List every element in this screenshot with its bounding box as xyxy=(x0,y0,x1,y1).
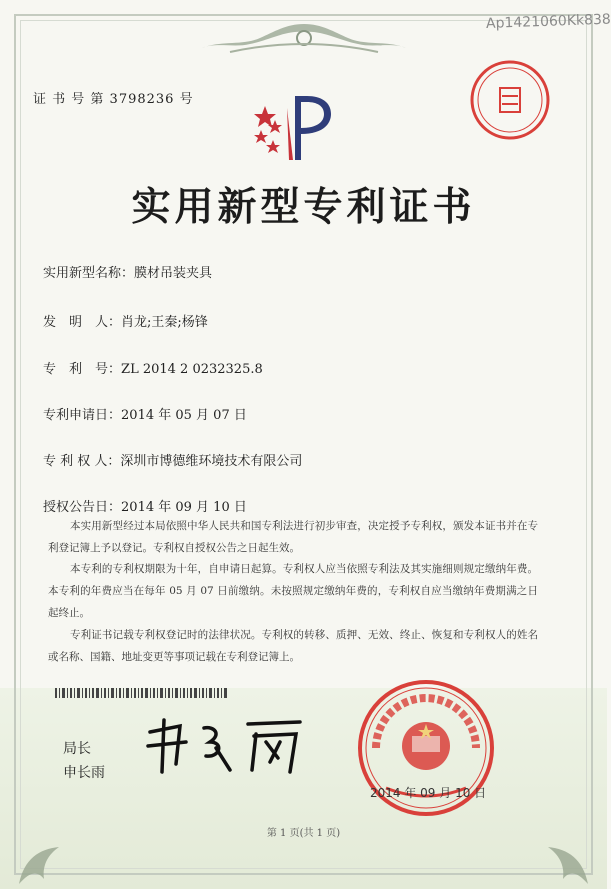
field-patent-number: 专 利 号：ZL 2014 2 0232325.8 xyxy=(43,362,263,377)
field-filing-date: 专利申请日：2014 年 05 月 07 日 xyxy=(43,408,247,423)
handwritten-note: Ap1421060Kk838 xyxy=(485,11,611,32)
top-ornament-icon xyxy=(190,18,418,64)
page-footer: 第 1 页(共 1 页) xyxy=(266,828,341,839)
certificate-number: 证 书 号 第 3798236 号 xyxy=(33,92,194,107)
field-utility-name: 实用新型名称：膜材吊装夹具 xyxy=(43,266,213,281)
body-paragraph: 本专利的专利权期限为十年，自申请日起算。专利权人应当依照专利法及其实施细则规定缴纳年费。本专利的年费应当在每年 05 月 07 日前缴纳。未按照规定缴纳年费的，专利权自应当缴纳年费期满之日起终止。 xyxy=(48,563,538,619)
patent-office-emblem-icon xyxy=(245,88,335,168)
signatory-name: 申长雨 xyxy=(63,765,105,781)
seal-date: 2014 年 09 月 10 日 xyxy=(370,786,487,800)
agent-seal-icon xyxy=(468,58,552,142)
field-inventors: 发 明 人：肖龙;王秦;杨锋 xyxy=(43,315,208,330)
body-paragraph: 本实用新型经过本局依照中华人民共和国专利法进行初步审查，决定授予专利权，颁发本证书并在专利登记簿上予以登记。专利权自授权公告之日起生效。 xyxy=(48,520,538,554)
signatory-title: 局长 xyxy=(63,741,91,757)
field-patent-holder: 专 利 权 人：深圳市博德维环境技术有限公司 xyxy=(43,454,303,469)
body-paragraph: 专利证书记载专利权登记时的法律状况。专利权的转移、质押、无效、终止、恢复和专利权人的姓名或名称、国籍、地址变更等事项记载在专利登记簿上。 xyxy=(48,629,538,663)
barcode-icon xyxy=(55,688,230,698)
field-grant-date: 授权公告日：2014 年 09 月 10 日 xyxy=(43,500,247,515)
page-title: 实用新型专利证书 xyxy=(131,184,476,230)
signature-icon xyxy=(140,712,310,778)
